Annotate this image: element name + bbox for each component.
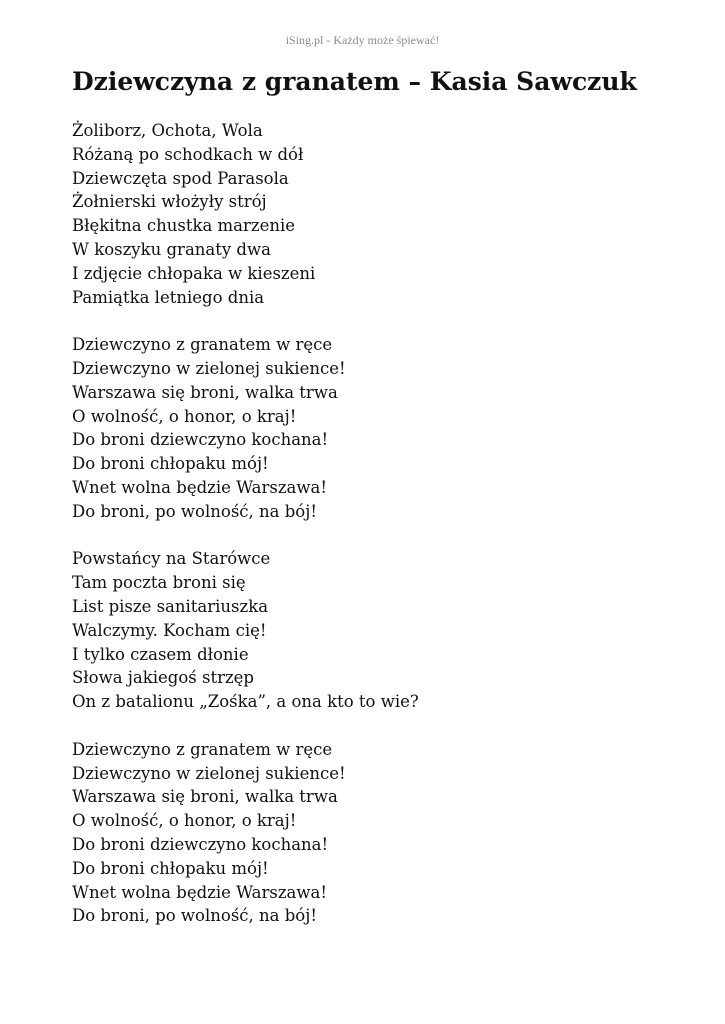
lyric-line: I tylko czasem dłonie [72, 644, 249, 664]
lyric-line: W koszyku granaty dwa [72, 239, 271, 259]
lyric-line: O wolność, o honor, o kraj! [72, 811, 297, 831]
lyric-line: Do broni, po wolność, na bój! [72, 501, 317, 521]
lyric-line: Różaną po schodkach w dół [72, 144, 304, 164]
lyric-line: Dziewczyno z granatem w ręce [72, 739, 333, 759]
lyric-line: Dziewczyno w zielonej sukience! [72, 763, 346, 783]
lyric-line: Żoliborz, Ochota, Wola [72, 121, 263, 140]
lyric-line: Tam poczta broni się [72, 573, 246, 593]
lyric-line: Wnet wolna będzie Warszawa! [72, 477, 327, 497]
lyrics-stanza [72, 119, 672, 309]
lyric-line: Powstańcy na Starówce [72, 549, 271, 569]
lyric-line: Walczymy. Kocham cię! [72, 620, 267, 640]
lyric-line: Dziewczęta spod Parasola [72, 168, 289, 188]
lyric-line: Wnet wolna będzie Warszawa! [72, 882, 327, 902]
lyrics-stanza [72, 738, 672, 928]
lyrics-stanza [72, 547, 672, 714]
lyric-line: On z batalionu „Zośka”, a ona kto to wie? [72, 692, 419, 712]
lyric-line: Do broni chłopaku mój! [72, 858, 269, 878]
lyric-line: Dziewczyno w zielonej sukience! [72, 358, 346, 378]
lyric-line: Dziewczyno z granatem w ręce [72, 335, 333, 355]
lyric-line: Słowa jakiegoś strzęp [72, 668, 254, 688]
lyric-line: Warszawa się broni, walka trwa [72, 787, 338, 807]
lyric-line: Do broni chłopaku mój! [72, 454, 269, 474]
lyric-line: Warszawa się broni, walka trwa [72, 382, 338, 402]
lyrics-body [72, 119, 672, 952]
lyric-line: Żołnierski włożyły strój [72, 192, 267, 212]
lyric-line: I zdjęcie chłopaka w kieszeni [72, 263, 316, 283]
lyrics-stanza [72, 333, 672, 523]
lyric-line: O wolność, o honor, o kraj! [72, 406, 297, 426]
lyric-line: Błękitna chustka marzenie [72, 216, 296, 236]
lyric-line: Do broni dziewczyno kochana! [72, 430, 329, 450]
song-title: Dziewczyna z granatem – Kasia Sawczuk [72, 67, 637, 96]
lyric-line: Do broni, po wolność, na bój! [72, 906, 317, 926]
lyric-line: Pamiątka letniego dnia [72, 287, 265, 307]
site-header: iSing.pl - Każdy może śpiewać! [285, 33, 440, 47]
lyric-line: Do broni dziewczyno kochana! [72, 834, 329, 854]
lyric-line: List pisze sanitariuszka [72, 596, 269, 616]
